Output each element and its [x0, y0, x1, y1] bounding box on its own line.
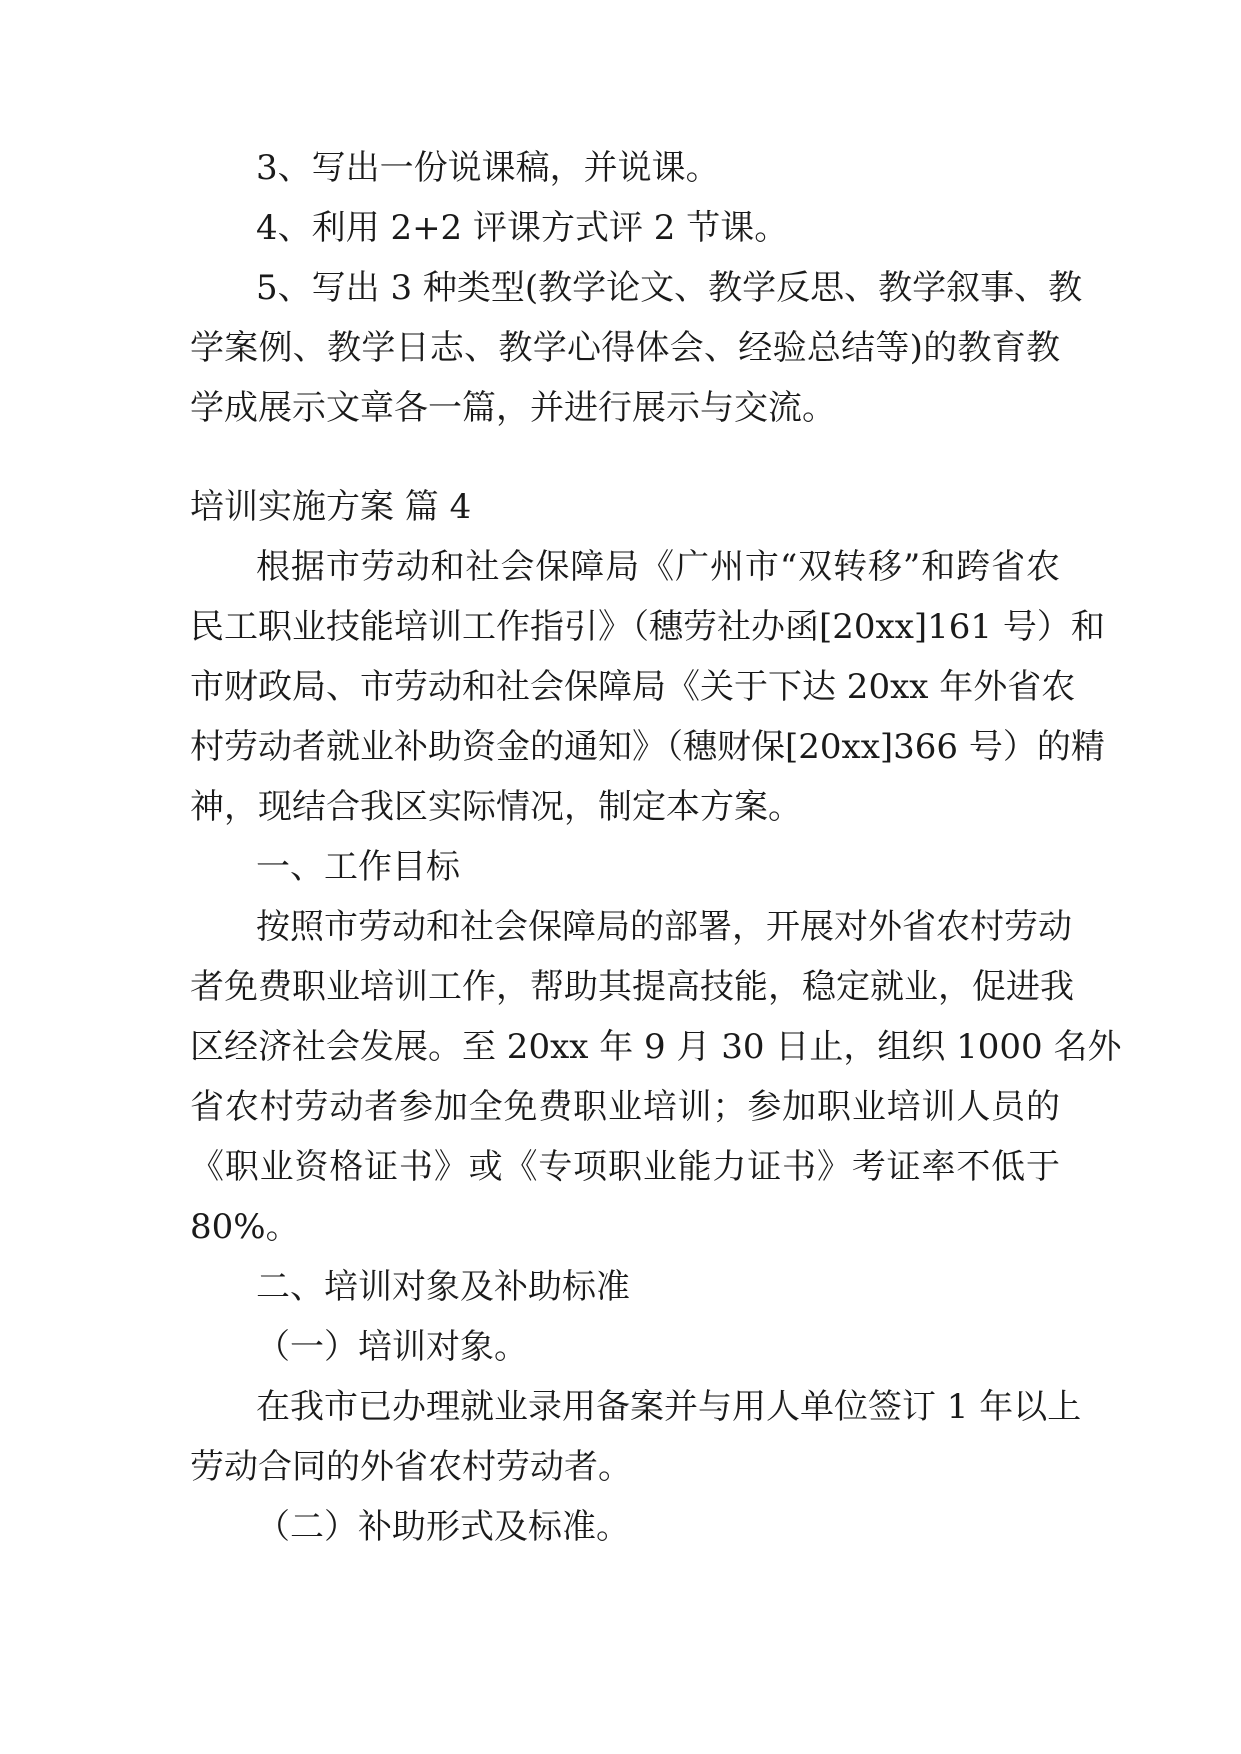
list-item-4: 4、利用 2+2 评课方式评 2 节课。 — [256, 208, 789, 248]
goal-line-2: 者免费职业培训工作，帮助其提高技能，稳定就业，促进我 — [190, 967, 1074, 1007]
goal-line-4: 省农村劳动者参加全免费职业培训；参加职业培训人员的 — [190, 1087, 1060, 1127]
goal-line-5: 《职业资格证书》或《专项职业能力证书》考证率不低于 — [190, 1147, 1060, 1187]
intro-line-1: 根据市劳动和社会保障局《广州市“双转移”和跨省农 — [256, 547, 1060, 587]
intro-line-3: 市财政局、市劳动和社会保障局《关于下达 20xx 年外省农 — [190, 667, 1076, 707]
intro-line-4: 村劳动者就业补助资金的通知》（穗财保[20xx]366 号）的精 — [190, 727, 1105, 767]
target-subheading-1: （一）培训对象。 — [256, 1327, 528, 1367]
intro-line-2: 民工职业技能培训工作指引》（穗劳社办函[20xx]161 号）和 — [190, 607, 1105, 647]
intro-line-5: 神，现结合我区实际情况，制定本方案。 — [190, 787, 802, 827]
goal-heading: 一、工作目标 — [256, 847, 460, 887]
list-item-5-line-1: 5、写出 3 种类型(教学论文、教学反思、教学叙事、教 — [256, 268, 1083, 308]
list-item-5-line-2: 学案例、教学日志、教学心得体会、经验总结等)的教育教 — [190, 328, 1060, 368]
target-line-1: 在我市已办理就业录用备案并与用人单位签订 1 年以上 — [256, 1387, 1082, 1427]
target-line-2: 劳动合同的外省农村劳动者。 — [190, 1447, 632, 1487]
list-item-3: 3、写出一份说课稿，并说课。 — [256, 148, 720, 188]
target-heading: 二、培训对象及补助标准 — [256, 1267, 630, 1307]
goal-line-1: 按照市劳动和社会保障局的部署，开展对外省农村劳动 — [256, 907, 1072, 947]
list-item-5-line-3: 学成展示文章各一篇，并进行展示与交流。 — [190, 388, 836, 428]
section-heading: 培训实施方案 篇 4 — [190, 487, 472, 527]
goal-line-3: 区经济社会发展。至 20xx 年 9 月 30 日止，组织 1000 名外 — [190, 1027, 1122, 1067]
goal-line-6: 80%。 — [190, 1207, 300, 1247]
target-subheading-2: （二）补助形式及标准。 — [256, 1507, 630, 1547]
